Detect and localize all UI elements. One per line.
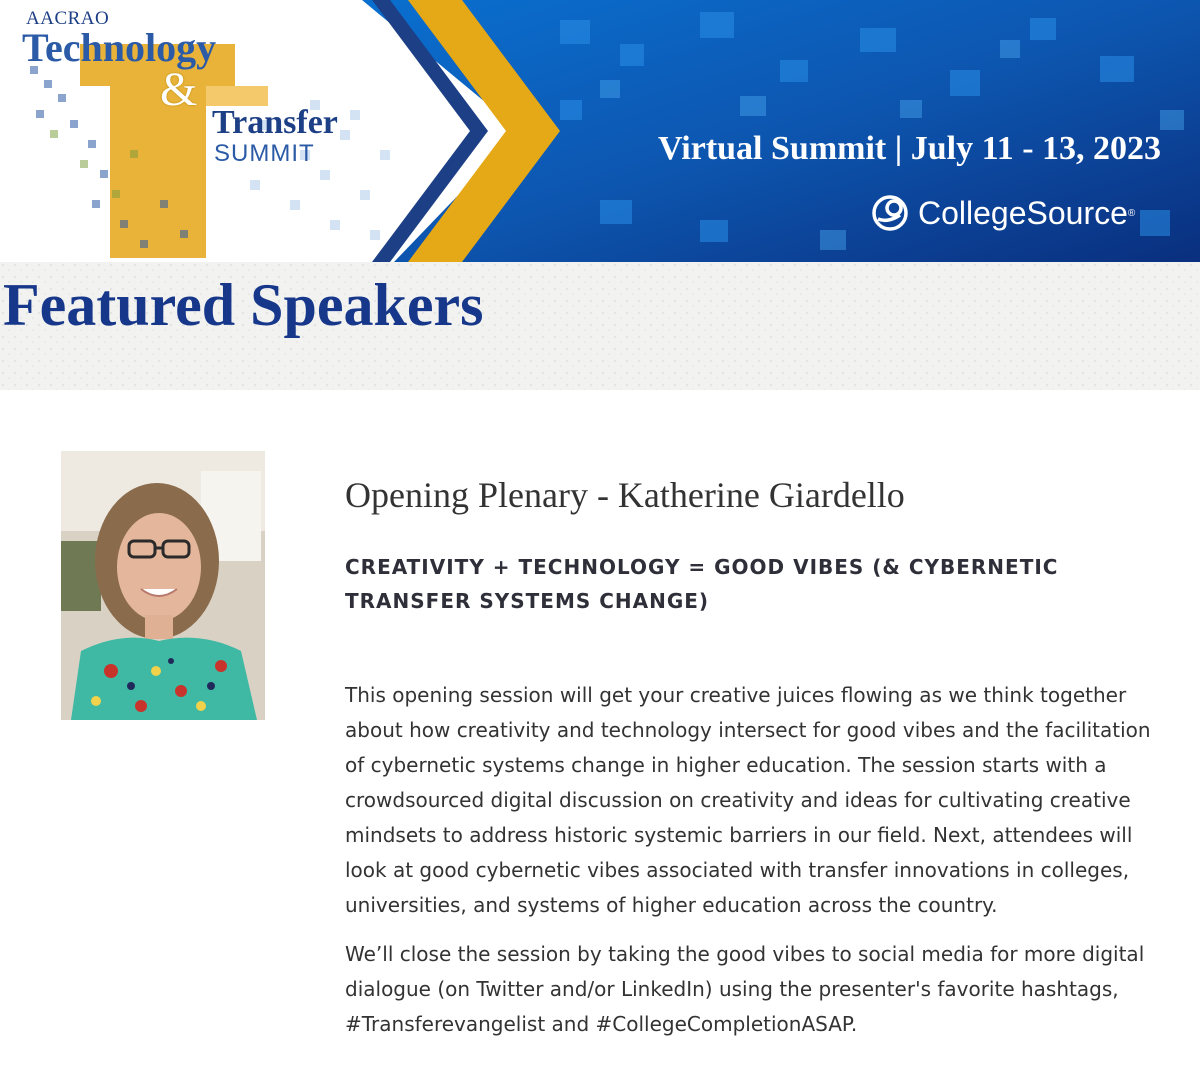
page-title: Featured Speakers (3, 272, 484, 338)
speaker-photo (61, 451, 265, 720)
sponsor-registered-mark: ® (1127, 207, 1136, 219)
speaker-portrait-image (61, 451, 265, 720)
session-subtitle: CREATIVITY + TECHNOLOGY = GOOD VIBES (& CYBERNETIC TRANSFER SYSTEMS CHANGE) (345, 555, 1059, 613)
event-dates: Virtual Summit | July 11 - 13, 2023 (658, 130, 1162, 167)
event-banner (0, 0, 1200, 262)
banner-title-summit: SUMMIT (214, 140, 315, 167)
session-heading: Opening Plenary - Katherine Giardello (345, 475, 905, 515)
banner-title-transfer: Transfer (212, 104, 338, 141)
description-paragraph: We’ll close the session by taking the good vibes to social media for more digital dialogue (on Twitter and/or LinkedIn) using the presenter's favorite hashtags, #Transferevangelist and #CollegeCompletionASAP. (345, 942, 1145, 1036)
description-paragraph: This opening session will get your creative juices flowing as we think together about how creativity and technology intersect for good vibes and the facilitation of cybernetic systems change in higher education. The session starts with a crowdsourced digital discussion on creativity and ideas for cultivating creative mindsets to address historic systemic barriers in our field. Next, attendees will look at good cybernetic vibes associated with transfer innovations in colleges, universities, and systems of higher education across the country. (345, 683, 1151, 917)
banner-ampersand: & (160, 63, 198, 116)
sponsor-logo (870, 190, 1135, 236)
banner-title-technology: Technology (22, 25, 217, 70)
collegesource-icon (870, 193, 910, 233)
banner-org-label: AACRAO (26, 8, 110, 29)
session-description (345, 678, 1165, 1056)
sponsor-name: CollegeSource (918, 194, 1128, 231)
